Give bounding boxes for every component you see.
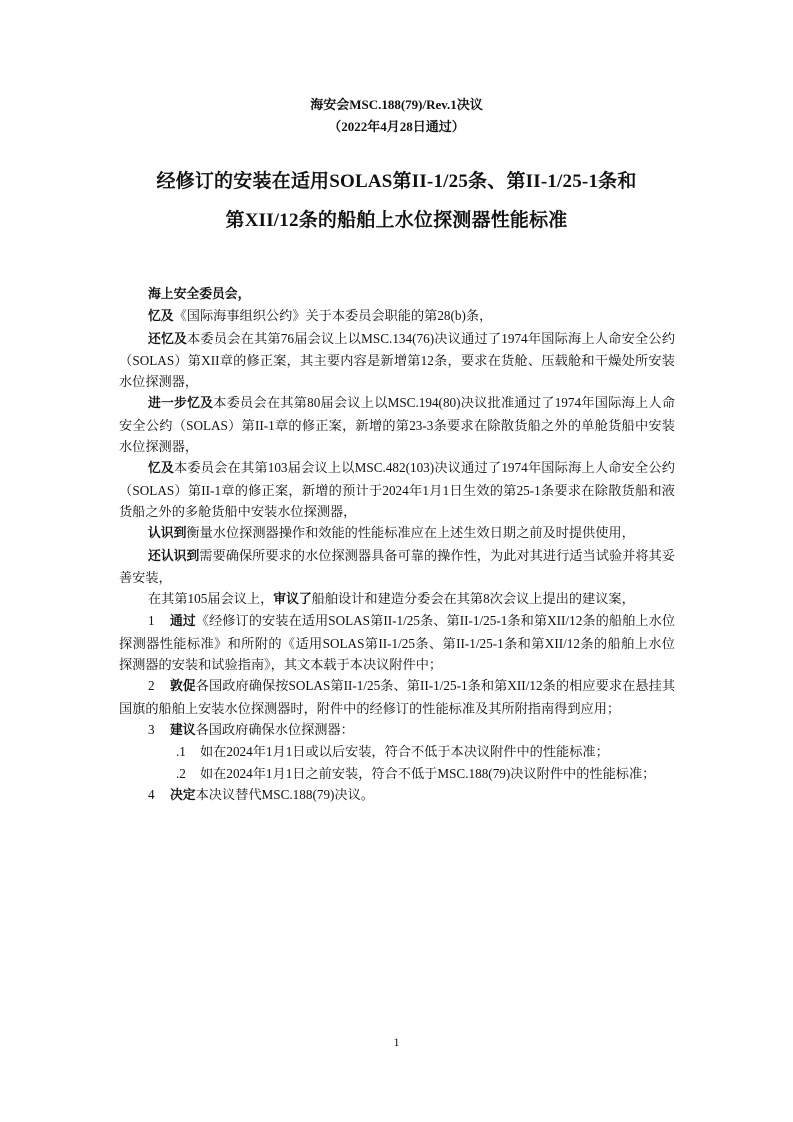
preamble-keyword: 认识到: [148, 526, 187, 542]
resolution-number: 海安会MSC.188(79)/Rev.1决议: [310, 97, 483, 112]
preamble-keyword: 还认识到: [148, 548, 200, 564]
item-number: 2: [148, 678, 155, 694]
preamble-paragraph: [119, 305, 675, 327]
resolution-body: [119, 283, 675, 806]
page-number: 1: [393, 1035, 400, 1049]
item-number: 1: [148, 613, 155, 629]
preamble-text: 本委员会在其第103届会议上以MSC.482(103)决议通过了1974年国际海上人命安全公约（SOLAS）第II-1章的修正案，新增的预计于2024年1月1日生效的第25-1条要求在除散货船和液货船之外的多舱货船中安装水位探测器，: [119, 460, 675, 519]
preamble-paragraph: [119, 522, 675, 544]
addressee: [119, 283, 675, 305]
document-title-line-1: 经修订的安装在适用SOLAS第II-1/25条、第II-1/25-1条和: [156, 171, 637, 192]
preamble-text: 本委员会在其第80届会议上以MSC.194(80)决议批准通过了1974年国际海上人命安全公约（SOLAS）第II-1章的修正案，新增的第23-3条要求在除散货船之外的单舱货船中安装水位探测器，: [119, 395, 676, 455]
item-text: 《经修订的安装在适用SOLAS第II-1/25条、第II-1/25-1条和第XII/12条的船舶上水位探测器性能标准》和所附的《适用SOLAS第II-1/25条、第II-1/25-1条和第XII/12条的船舶上水位探测器的安装和试验指南》，其文本载于本决议附件中；: [119, 613, 676, 673]
addressee-text: 海上安全委员会，: [148, 287, 251, 302]
item-number: 3: [148, 721, 155, 737]
sub-item-text: 如在2024年1月1日或以后安装，符合不低于本决议附件中的性能标准；: [200, 744, 609, 760]
operative-item: [119, 719, 675, 741]
item-text: 各国政府确保水位探测器：: [195, 721, 354, 737]
sub-item: [119, 741, 675, 762]
preamble-paragraph: [119, 392, 675, 457]
preamble-text: 需要确保所要求的水位探测器具备可靠的操作性，为此对其进行适当试验并将其妥善安装，: [119, 547, 675, 585]
operative-item: [119, 784, 675, 806]
preamble-keyword: 审议了: [273, 592, 312, 608]
item-keyword: 通过: [170, 614, 196, 630]
preamble-keyword: 还忆及: [148, 331, 188, 347]
sub-item-number: .2: [176, 765, 186, 781]
preamble-text: 《国际海事组织公约》关于本委员会职能的第28(b)条，: [173, 308, 493, 324]
operative-item: [119, 675, 675, 719]
sub-item-number: .1: [176, 744, 186, 760]
item-number: 4: [148, 786, 155, 802]
sub-item-text: 如在2024年1月1日之前安装，符合不低于MSC.188(79)决议附件中的性能标准；: [200, 765, 656, 781]
item-keyword: 决定: [170, 787, 196, 803]
document-title-line-2: 第XII/12条的船舶上水位探测器性能标准: [225, 210, 568, 231]
preamble-paragraph: [119, 328, 675, 393]
preamble-text: 衡量水位探测器操作和效能的性能标准应在上述生效日期之前及时提供使用，: [186, 525, 635, 541]
preamble-paragraph: [119, 545, 675, 589]
operative-item: [119, 610, 675, 675]
preamble-text: 船舶设计和建造分委会在其第8次会议上提出的建议案，: [311, 591, 635, 607]
item-keyword: 建议: [170, 722, 196, 738]
item-text: 本决议替代MSC.188(79)决议。: [195, 786, 374, 802]
preamble-keyword: 忆及: [148, 461, 174, 477]
preamble-keyword: 进一步忆及: [148, 396, 214, 412]
sub-item: [119, 763, 675, 784]
preamble-text: 本委员会在其第76届会议上以MSC.134(76)决议通过了1974年国际海上人命安全公约（SOLAS）第XII章的修正案，其主要内容是新增第12条，要求在货舱、压载舱和干燥处所安装水位探测器，: [119, 330, 676, 390]
item-text: 各国政府确保按SOLAS第II-1/25条、第II-1/25-1条和第XII/12条的相应要求在悬挂其国旗的船舶上安装水位探测器时，附件中的经修订的性能标准及其所附指南得到应用；: [119, 678, 676, 716]
preamble-keyword: 忆及: [148, 309, 174, 325]
adoption-date: （2022年4月28日通过）: [328, 119, 465, 134]
preamble-paragraph: [119, 588, 675, 610]
item-keyword: 敦促: [170, 679, 196, 695]
preamble-prefix: 在其第105届会议上，: [148, 591, 274, 607]
preamble-paragraph: [119, 457, 675, 522]
